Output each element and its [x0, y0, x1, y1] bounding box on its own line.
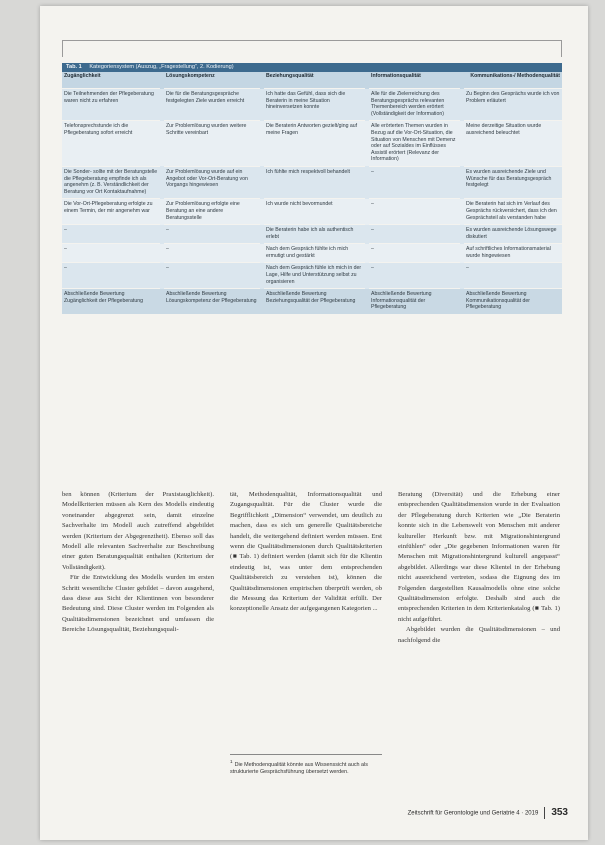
header-cell: Lösungskompetenz — [162, 72, 262, 89]
table-row — [62, 289, 562, 314]
table-row — [62, 244, 562, 263]
journal-name: Zeitschrift für Gerontologie und Geriatrie 4 · 2019 — [407, 810, 539, 817]
table-cell: Abschließende Bewertung Lösungskompetenz der Pflegeberatung — [162, 289, 262, 314]
table-row — [62, 263, 562, 289]
header-cell: Informationsqualität — [367, 72, 462, 89]
table-cell: – — [62, 263, 162, 289]
footer-divider — [544, 807, 545, 819]
table-cell: Die Vor-Ort-Pflegeberatung erfolgte zu einem Termin, der mir angenehm war — [62, 199, 162, 225]
paragraph: tät, Methodenqualität, Informationsqualität und Zugangsqualität. Für die Cluster wurde die Begrifflichkeit „Dimension“ verwendet, um deutlich zu machen, dass es sich um generelle Qualitätsbereiche handelt, die weitergehend definiert werden müssen. Erst wenn die Qualitätsdimensionen durch Qualitätskriterien (■ Tab. 1) definiert werden (damit sich für die Klientin eindeutig ist, was unter dem entsprechenden Qualitätsbereich zu verstehen ist), können die Qualitätsdimensionen empirischen überprüft werden, ob die Messung das Kriterium der Validität erfüllt. Der konzeptionelle Ansatz der aufgegangenen Kategorien ... — [230, 491, 382, 613]
table-cell: Ich hatte das Gefühl, dass sich die Beraterin in meine Situation hineinversetzen konnte — [262, 89, 367, 121]
paragraph: ben können (Kriterium der Praxistauglichkeit). Modellkriterien müssen als Kern des Modells eindeutig voneinander abgegrenzt sein, damit einzelne Sachverhalte im Modell auch zutreffend abgebildet werden (Kriterium der Abgegrenztheit). Ebenso soll das Modell alle relevanten Sachverhalte zur Beschreibung einer guten Beratungsqualität enthalten (Kriterium der Vollständigkeit). — [62, 491, 214, 571]
table-row — [62, 166, 562, 198]
table-cell: – — [162, 225, 262, 244]
table-cell: – — [162, 263, 262, 289]
table-cell: – — [162, 244, 262, 263]
header-rule — [62, 40, 562, 57]
table-cell: Alle erörterten Themen wurden in Bezug auf die Vor-Ort-Situation, die Situation von Menschen mit Demenz oder auf Sozialdes im Einflüsses Assistil erörtert (Relevanz der Information) — [367, 121, 462, 167]
table-cell: – — [62, 244, 162, 263]
table-cell: Zur Problemlösung erfolgte eine Beratung an eine andere Beratungsstelle — [162, 199, 262, 225]
table-cell: Auf schriftliches Informationsmaterial wurde hingewiesen — [462, 244, 562, 263]
table-cell: Zur Problemlösung wurden weitere Schritte vereinbart — [162, 121, 262, 167]
table-cell: Alle für die Zielerreichung des Beratungsgesprächs relevanten Themenbereich werden erörtert (Vollständigkeit der Information) — [367, 89, 462, 121]
body-column-3 — [398, 490, 560, 646]
table-cell: – — [367, 225, 462, 244]
table-cell: Die für die Beratungsgespräche festgelegten Ziele wurden erreicht — [162, 89, 262, 121]
paragraph: Abgebildet wurden die Qualitätsdimensionen – und nachfolgend die — [398, 626, 560, 644]
table-cell: – — [462, 263, 562, 289]
table-cell: Nach dem Gespräch fühle ich mich in der Lage, Hilfe und Unterstützung selbst zu organisieren — [262, 263, 367, 289]
table-cell: Abschließende Bewertung Informationsqualität der Pflegeberatung — [367, 289, 462, 314]
table-cell: Abschließende Bewertung Kommunikationsqualität der Pflegeberatung — [462, 289, 562, 314]
table-cell: – — [62, 225, 162, 244]
document-page — [40, 6, 588, 840]
table-cell: Ich wurde nicht bevormundet — [262, 199, 367, 225]
paragraph: Beratung (Diversität) und die Erhebung einer entsprechenden Qualitätsdimension wurde in der Evaluation der Pflegeberatung durch Kriterien wie „Die Beraterin konnte sich in die Lebenswelt von Menschen mit anderer kultureller Herkunft bzw. mit Migrationshintergrund einfühlen“ oder „Die gegebenen Informationen waren für Menschen mit Migrationshintergrund kulturell angepasst“ abgebildet. Allerdings war diese Klientel in der Erhebung nicht ausreichend vertreten, sodass die Eignung des im Folgenden dargestellten Kausalmodells ohne eine solche Qualitätsdimension erfolgte. Deshalb sind auch die entsprechenden Kriterien in dem Kriterienkatalog (■ Tab. 1) nicht aufgeführt. — [398, 491, 560, 623]
table-cell: Nach dem Gespräch fühlte ich mich ermutigt und gestärkt — [262, 244, 367, 263]
table-cell: – — [367, 244, 462, 263]
table-cell: Ich fühlte mich respektvoll behandelt — [262, 166, 367, 198]
table-cell: Die Beraterin habe ich als authentisch erlebt — [262, 225, 367, 244]
table-grid — [62, 72, 562, 314]
body-column-1 — [62, 490, 214, 636]
table-cell: – — [367, 199, 462, 225]
table-cell: Meine derzeitige Situation wurde ausreichend beleuchtet — [462, 121, 562, 167]
body-column-2 — [230, 490, 382, 615]
table-cell: Die Sonder- sollte mit der Beratungstelle die Pflegeberatung empfinde ich als angenehm (z. B. Verständlichkeit der Beratung vor Ort Kontaktaufnahme) — [62, 166, 162, 198]
page-number: 353 — [551, 807, 568, 818]
criteria-table — [62, 63, 562, 314]
table-cell: Die Beraterin Antworten gezielt/ging auf meine Fragen — [262, 121, 367, 167]
table-row — [62, 199, 562, 225]
journal-footer — [408, 806, 568, 820]
table-cell: Die Beraterin hat sich im Verlauf des Gesprächs rückversichert, dass ich den Gesprächsteil als verstanden habe — [462, 199, 562, 225]
table-cell: Es wurden ausreichende Ziele und Wünsche für das Beratungsgespräch festgelegt — [462, 166, 562, 198]
table-cell: Zu Beginn des Gesprächs wurde ich von Problem erläutert — [462, 89, 562, 121]
table-cell: Zur Problemlösung wurde auf ein Angebot oder Vor-Ort-Beratung von Vorgangs hingewiesen — [162, 166, 262, 198]
header-cell: Kommunikations-/ Methodenqualität — [462, 72, 562, 89]
table-row — [62, 121, 562, 167]
paragraph: Für die Entwicklung des Modells wurden im ersten Schritt wesentliche Cluster gebildet – davon ausgehend, dass diese aus Sicht der Klientinnen von besonderer Bedeutung sind. Diese Cluster werden im Folgenden als Qualitätsdimensionen bezeichnet und umfassen die Bereiche Lösungsqualität, Beziehungsquali- — [62, 574, 214, 634]
table-row — [62, 89, 562, 121]
table-cell: Abschließende Bewertung Zugänglichkeit der Pflegeberatung — [62, 289, 162, 314]
table-cell: – — [367, 263, 462, 289]
header-cell: Beziehungsqualität — [262, 72, 367, 89]
footnote-number: 1 — [230, 759, 233, 764]
footnote-text: Die Methodenqualität könnte aus Wissenssicht auch als strukturierte Gesprächsführung übersetzt werden. — [230, 761, 368, 776]
table-cell: Es wurden ausreichende Lösungswege diskutiert — [462, 225, 562, 244]
table-cell: Telefonsprechstunde ich die Pflegeberatung sofort erreicht — [62, 121, 162, 167]
table-caption-bar — [62, 63, 562, 72]
table-header-row — [62, 72, 562, 89]
table-row — [62, 225, 562, 244]
table-cell: Abschließende Bewertung Beziehungsqualität der Pflegeberatung — [262, 289, 367, 314]
table-label: Tab. 1 — [66, 64, 82, 70]
table-cell: – — [367, 166, 462, 198]
table-caption: Kategoriensystem (Auszug, „Fragestellung“, 2. Kodierung) — [89, 64, 234, 70]
footnote — [230, 754, 382, 777]
table-cell: Die Teilnehmenden der Pflegeberatung waren nicht zu erfahren — [62, 89, 162, 121]
header-cell: Zugänglichkeit — [62, 72, 162, 89]
